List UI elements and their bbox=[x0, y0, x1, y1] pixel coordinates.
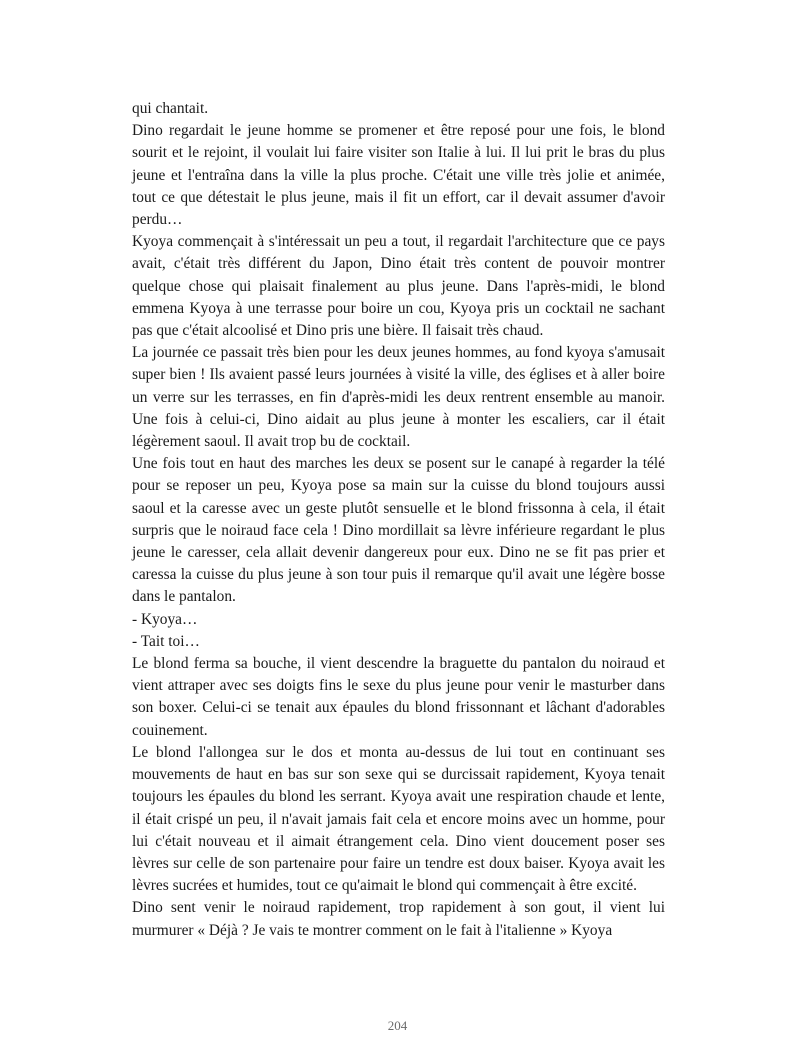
paragraph-8: Dino sent venir le noiraud rapidement, trop rapidement à son gout, il vient lui murmurer « Déjà ? Je vais te montrer comment on le fait à l'italienne » Kyoya bbox=[132, 899, 665, 939]
dialogue-line-2: - Tait toi… bbox=[132, 632, 200, 650]
body-text bbox=[132, 98, 665, 942]
paragraph-4: La journée ce passait très bien pour les deux jeunes hommes, au fond kyoya s'amusait super bien ! Ils avaient passé leurs journées à visité la ville, des églises et à aller boire un verre sur les terrasses, en fin d'après-midi les deux rentrent ensemble au manoir. Une fois à celui-ci, Dino aidait au plus jeune à monter les escaliers, car il était légèrement saoul. Il avait trop bu de cocktail. bbox=[132, 344, 665, 451]
paragraph-7: Le blond l'allongea sur le dos et monta au-dessus de lui tout en continuant ses mouvements de haut en bas sur son sexe qui se durcissait rapidement, Kyoya tenait toujours les épaules du blond les serrant. Kyoya avait une respiration chaude et lente, il était crispé un peu, il n'avait jamais fait cela et encore moins avec un homme, pour lui c'était nouveau et il aimait étrangement cela. Dino vient doucement poser ses lèvres sur celle de son partenaire pour faire un tendre est doux baiser. Kyoya avait les lèvres sucrées et humides, tout ce qu'aimait le blond qui commençait à être excité. bbox=[132, 743, 665, 895]
paragraph-3: Kyoya commençait à s'intéressait un peu a tout, il regardait l'architecture que ce pays avait, c'était très différent du Japon, Dino était très content de pouvoir montrer quelque chose qui plaisait finalement au plus jeune. Dans l'après-midi, le blond emmena Kyoya à une terrasse pour boire un cou, Kyoya pris un cocktail ne sachant pas que c'était alcoolisé et Dino pris une bière. Il faisait très chaud. bbox=[132, 233, 665, 340]
paragraph-1: qui chantait. bbox=[132, 100, 209, 117]
paragraph-5: Une fois tout en haut des marches les deux se posent sur le canapé à regarder la télé pour se reposer un peu, Kyoya pose sa main sur la cuisse du blond toujours aussi saoul et la caresse avec un geste plutôt sensuelle et le blond frissonna à cela, il était surpris que le noiraud face cela ! Dino mordillait sa lèvre inférieure regardant le plus jeune le caresser, cela allait devenir dangereux pour eux. Dino ne se fit pas prier et caressa la cuisse du plus jeune à son tour puis il remarque qu'il avait une légère bosse dans le pantalon. bbox=[132, 455, 665, 606]
page-number: 204 bbox=[387, 1018, 408, 1033]
dialogue-line-1: - Kyoya… bbox=[132, 610, 198, 628]
paragraph-2: Dino regardait le jeune homme se promener et être reposé pour une fois, le blond sourit et le rejoint, il voulait lui faire visiter son Italie à lui. Il lui prit le bras du plus jeune et l'entraîna dans la ville la plus proche. C'était une ville très jolie et animée, tout ce que détestait le plus jeune, mais il fit un effort, car il devait assumer d'avoir perdu… bbox=[132, 122, 665, 229]
paragraph-6: Le blond ferma sa bouche, il vient descendre la braguette du pantalon du noiraud et vient attraper avec ses doigts fins le sexe du plus jeune pour venir le masturber dans son boxer. Celui-ci se tenait aux épaules du blond frissonnant et lâchant d'adorables couinement. bbox=[132, 655, 665, 739]
